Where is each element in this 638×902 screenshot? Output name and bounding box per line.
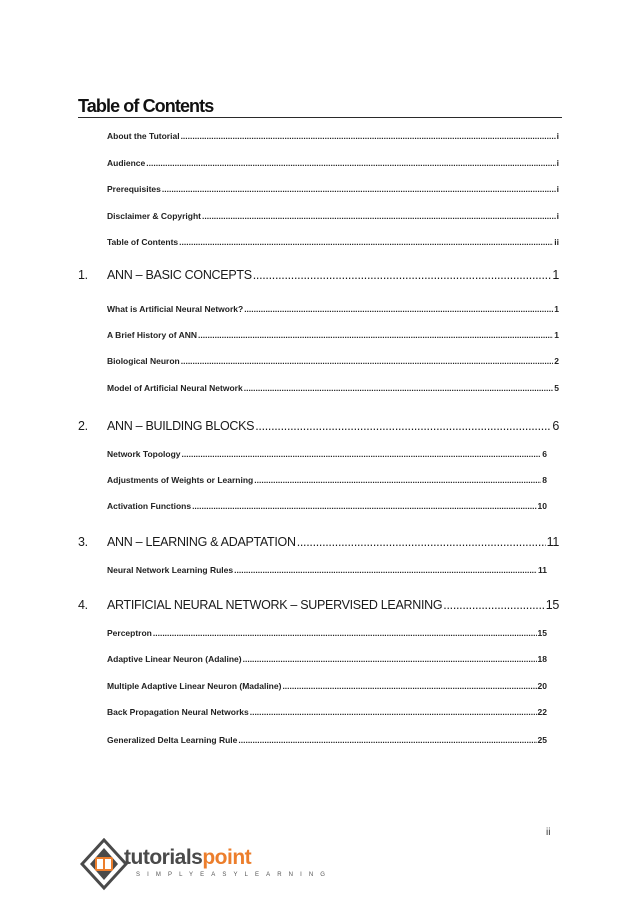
logo-wordmark [124,846,251,870]
logo-word-point: point [202,846,252,869]
entry-title: Back Propagation Neural Networks [107,707,249,717]
entry-title: Adjustments of Weights or Learning [107,475,254,485]
entry-title: Table of Contents [107,237,179,247]
entry-page-number: 1 [554,330,559,340]
toc-entry[interactable] [107,654,547,664]
entry-title: What is Artificial Neural Network? [107,304,244,314]
entry-title: A Brief History of ANN [107,330,198,340]
dot-leader [250,707,537,717]
dot-leader [234,565,537,575]
entry-page-number: 5 [554,383,559,393]
chapter-number: 1. [78,268,88,282]
toc-entry[interactable] [107,184,559,194]
entry-title: Generalized Delta Learning Rule [107,735,238,745]
entry-page-number: 20 [537,681,547,691]
entry-page-number: 22 [537,707,547,717]
toc-entry[interactable] [107,304,559,314]
toc-entry[interactable] [107,501,547,511]
toc-entry[interactable] [107,237,559,247]
toc-entry[interactable] [107,565,547,575]
toc-heading: Table of Contents [78,96,214,116]
entry-title: Neural Network Learning Rules [107,565,234,575]
dot-leader [243,654,537,664]
dot-leader [146,158,555,168]
page-number: ii [546,827,551,838]
dot-leader [253,268,552,282]
chapter-title: ANN – BUILDING BLOCKS [107,419,255,433]
toc-entry[interactable] [107,383,559,393]
dot-leader [181,131,556,141]
entry-title: Model of Artificial Neural Network [107,383,243,393]
entry-title: Audience [107,158,146,168]
entry-page-number: 1 [552,268,559,282]
toc-entry[interactable] [107,475,547,485]
toc-entry[interactable] [107,131,559,141]
toc-entry[interactable] [107,356,559,366]
chapter-title: ANN – BASIC CONCEPTS [107,268,252,282]
dot-leader [297,535,546,549]
toc-entry[interactable] [107,449,547,459]
dot-leader [198,330,553,340]
entry-title: Prerequisites [107,184,161,194]
toc-chapter-entry[interactable] [78,598,559,612]
toc-chapter-entry[interactable] [78,535,559,549]
dot-leader [192,501,536,511]
entry-page-number: ii [554,237,559,247]
entry-page-number: 10 [537,501,547,511]
dot-leader [202,211,556,221]
dot-leader [443,598,544,612]
dot-leader [244,304,553,314]
chapter-number: 4. [78,598,88,612]
toc-entry[interactable] [107,681,547,691]
chapter-title: ANN – LEARNING & ADAPTATION [107,535,296,549]
toc-entry[interactable] [107,628,547,638]
dot-leader [244,383,554,393]
entry-page-number: 18 [537,654,547,664]
entry-page-number: 11 [546,535,559,549]
toc-entry[interactable] [107,707,547,717]
entry-page-number: 11 [538,565,547,575]
entry-title: Biological Neuron [107,356,180,366]
chapter-title: ARTIFICIAL NEURAL NETWORK – SUPERVISED LEARNING [107,598,443,612]
chapter-number: 2. [78,419,88,433]
entry-title: Network Topology [107,449,181,459]
entry-title: Activation Functions [107,501,192,511]
dot-leader [182,449,542,459]
entry-title: Multiple Adaptive Linear Neuron (Madaline) [107,681,282,691]
entry-page-number: 15 [545,598,559,612]
entry-title: Adaptive Linear Neuron (Adaline) [107,654,242,664]
dot-leader [153,628,537,638]
logo-tagline: SIMPLYEASYLEARNING [136,872,333,878]
entry-page-number: 15 [537,628,547,638]
entry-page-number: 6 [552,419,559,433]
dot-leader [282,681,536,691]
dot-leader [255,419,551,433]
toc-chapter-entry[interactable] [78,419,559,433]
toc-entry[interactable] [107,735,547,745]
entry-page-number: 6 [542,449,547,459]
entry-page-number: i [556,131,559,141]
entry-page-number: 25 [537,735,547,745]
logo-word-tutorials: tutorials [124,846,203,869]
entry-page-number: i [556,184,559,194]
entry-page-number: 8 [542,475,547,485]
toc-entry[interactable] [107,158,559,168]
entry-title: Perceptron [107,628,152,638]
dot-leader [238,735,536,745]
entry-page-number: i [556,211,559,221]
toc-chapter-entry[interactable] [78,268,559,282]
toc-entry[interactable] [107,330,559,340]
entry-page-number: i [556,158,559,168]
entry-page-number: 2 [554,356,559,366]
tutorialspoint-logo [80,838,333,892]
dot-leader [181,356,554,366]
dot-leader [179,237,553,247]
entry-title: Disclaimer & Copyright [107,211,201,221]
dot-leader [254,475,541,485]
logo-mark-icon [80,838,128,892]
entry-title: About the Tutorial [107,131,180,141]
entry-page-number: 1 [554,304,559,314]
toc-entry[interactable] [107,211,559,221]
chapter-number: 3. [78,535,88,549]
dot-leader [162,184,556,194]
